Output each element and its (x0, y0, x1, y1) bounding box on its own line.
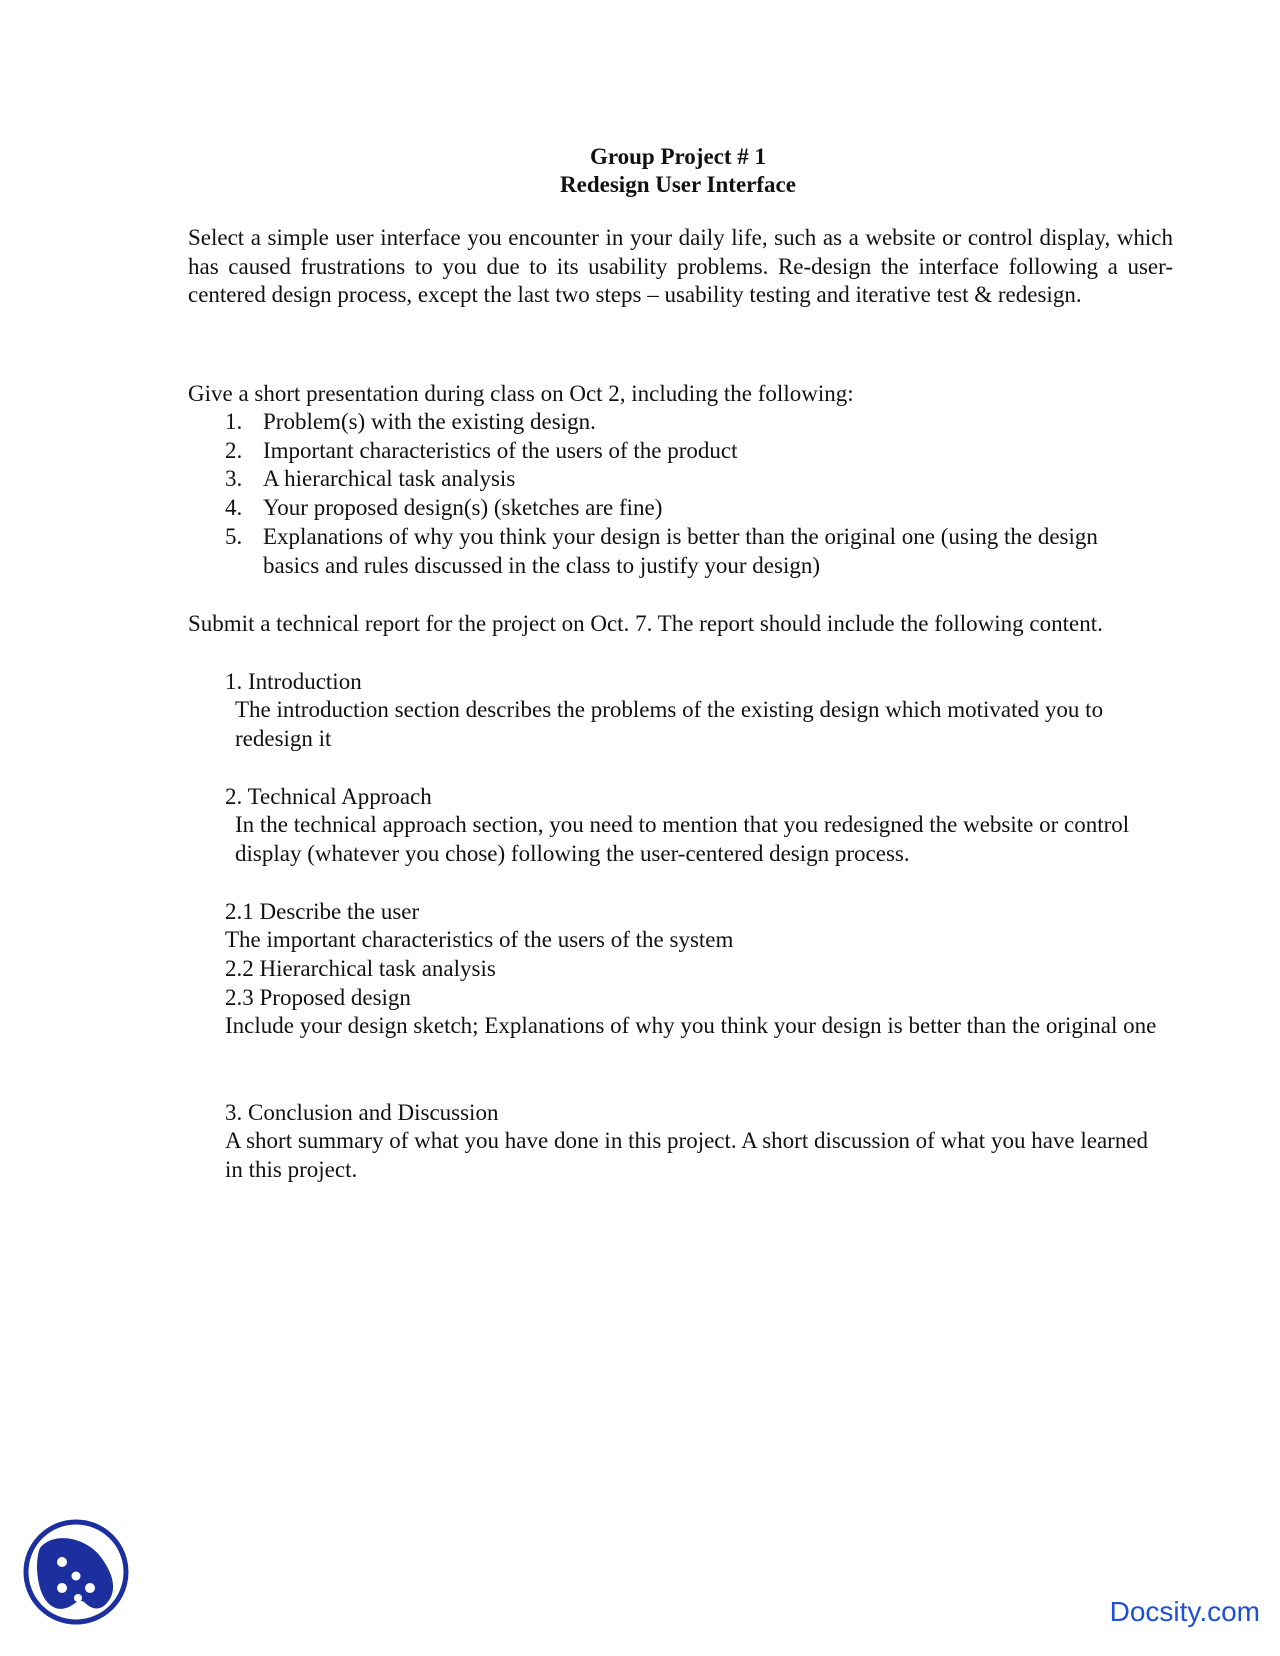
section-1-heading: 1. Introduction (225, 669, 362, 694)
section-2-heading: 2. Technical Approach (225, 784, 432, 809)
list-item: 5. Explanations of why you think your design is better than the original one (using the design basics and rules discussed in the class to justify your design) (225, 523, 1098, 578)
section-2-1-body: The important characteristics of the users of the system (225, 927, 734, 952)
docsity-brand-text[interactable]: Docsity.com (1109, 1596, 1260, 1627)
list-item: 4. Your proposed design(s) (sketches are fine) (225, 495, 663, 521)
docsity-logo-icon (22, 1518, 130, 1626)
section-2-2-heading: 2.2 Hierarchical task analysis (225, 956, 496, 981)
presentation-list (225, 408, 1105, 580)
list-item: 2. Important characteristics of the users of the product (225, 437, 738, 463)
section-3-body: A short summary of what you have done in this project. A short discussion of what you have learned in this project. (225, 1128, 1149, 1182)
list-item: 1. Problem(s) with the existing design. (225, 409, 596, 434)
presentation-intro: Give a short presentation during class on Oct 2, including the following: (188, 381, 854, 406)
section-2-1-heading: 2.1 Describe the user (225, 899, 420, 924)
section-3-heading: 3. Conclusion and Discussion (225, 1100, 499, 1125)
section-2-3-heading: 2.3 Proposed design (225, 985, 411, 1010)
section-2-body: In the technical approach section, you need to mention that you redesigned the website or control display (whatever you chose) following the user-centered design process. (235, 812, 1130, 866)
title-line-2: Redesign User Interface (560, 172, 796, 197)
intro-paragraph: Select a simple user interface you encounter in your daily life, such as a website or control display, which has caused frustrations to you due to its usability problems. Re-design the interface following a user-centered design process, except the last two steps – usability testing and iterative test & redesign. (188, 225, 1173, 308)
section-2-3-body: Include your design sketch; Explanations of why you think your design is better than the original one (225, 1013, 1157, 1038)
section-1-body: The introduction section describes the problems of the existing design which motivated you to redesign it (235, 697, 1104, 751)
report-intro: Submit a technical report for the project on Oct. 7. The report should include the following content. (188, 611, 1103, 636)
list-item: 3. A hierarchical task analysis (225, 466, 516, 492)
title-line-1: Group Project # 1 (589, 144, 767, 169)
